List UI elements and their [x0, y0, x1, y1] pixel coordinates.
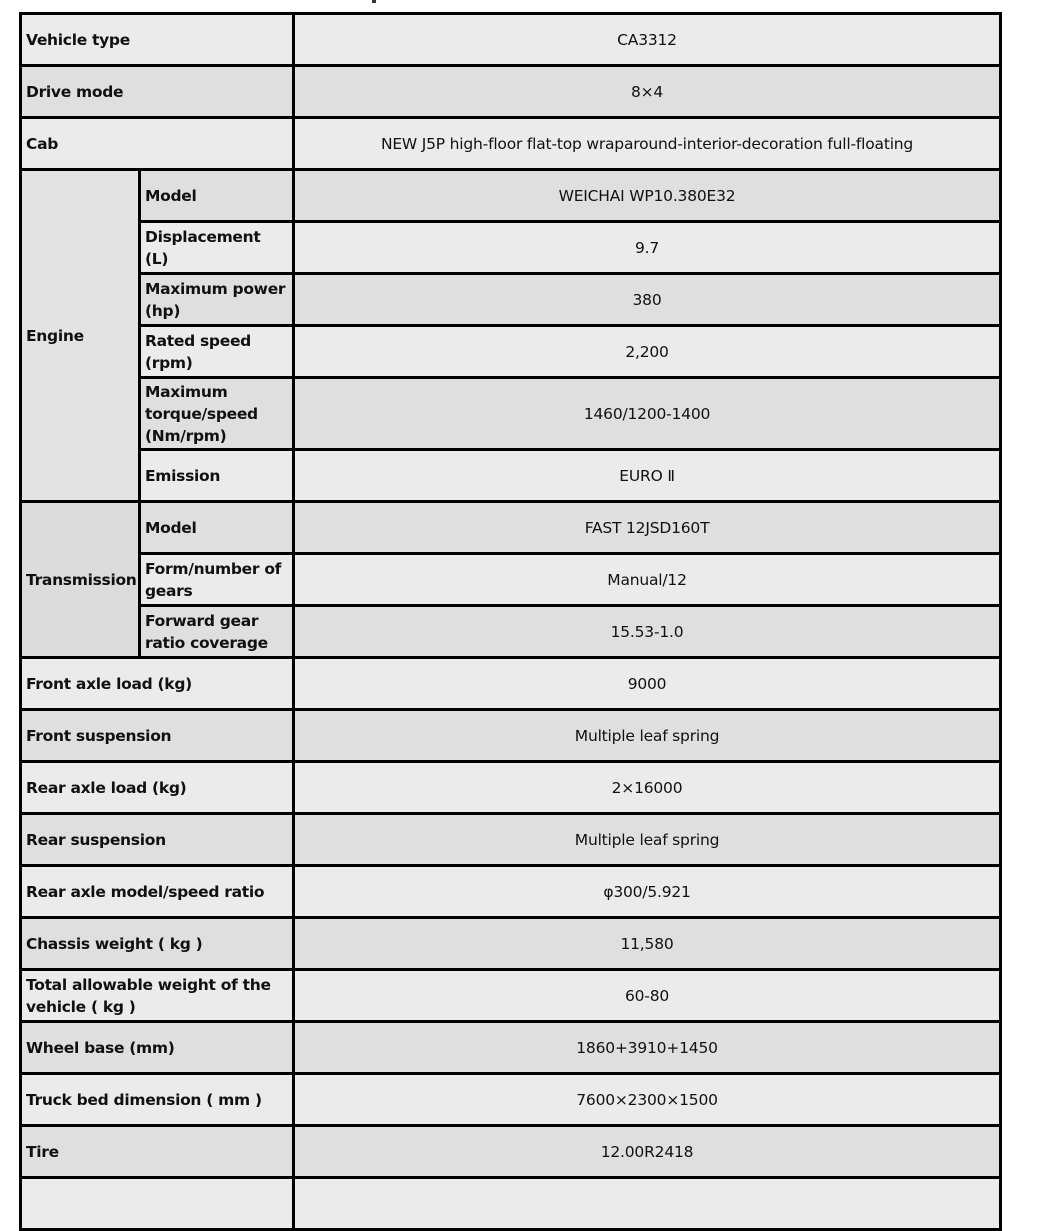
table-row-engine-model [21, 170, 1001, 222]
row-label: Wheel base (mm) [21, 1022, 294, 1074]
row-value: 7600×2300×1500 [294, 1074, 1001, 1126]
row-value: WEICHAI WP10.380E32 [294, 170, 1001, 222]
row-value: 2,200 [294, 326, 1001, 378]
table-row-total-weight [21, 970, 1001, 1022]
row-label: Forward gear ratio coverage [140, 606, 294, 658]
table-row-cab [21, 118, 1001, 170]
row-label: Front axle load (kg) [21, 658, 294, 710]
row-value: Multiple leaf spring [294, 814, 1001, 866]
table-row-transmission-gear-ratio [21, 606, 1001, 658]
group-label-engine: Engine [21, 170, 140, 502]
row-label: Emission [140, 450, 294, 502]
table-row-engine-rated-speed [21, 326, 1001, 378]
row-label: Total allowable weight of the vehicle ( kg ) [21, 970, 294, 1022]
row-value: 11,580 [294, 918, 1001, 970]
row-label: Truck bed dimension ( mm ) [21, 1074, 294, 1126]
table-row-rear-suspension [21, 814, 1001, 866]
group-label-transmission: Transmission [21, 502, 140, 658]
row-label: Model [140, 502, 294, 554]
row-value: NEW J5P high-floor flat-top wraparound-interior-decoration full-floating [294, 118, 1001, 170]
row-value: Multiple leaf spring [294, 710, 1001, 762]
table-row-drive-mode [21, 66, 1001, 118]
row-label: Tire [21, 1126, 294, 1178]
row-value: 9000 [294, 658, 1001, 710]
row-label: Displacement (L) [140, 222, 294, 274]
row-label: Rear axle model/speed ratio [21, 866, 294, 918]
row-label: Drive mode [21, 66, 294, 118]
table-row-front-suspension [21, 710, 1001, 762]
table-row-tire [21, 1126, 1001, 1178]
vehicle-spec-table [19, 12, 1002, 1231]
row-label: Front suspension [21, 710, 294, 762]
table-row-engine-emission [21, 450, 1001, 502]
row-label-empty [21, 1178, 294, 1230]
table-row-chassis-weight [21, 918, 1001, 970]
row-label: Rear suspension [21, 814, 294, 866]
row-label: Cab [21, 118, 294, 170]
table-row-engine-max-power [21, 274, 1001, 326]
table-row-transmission-form [21, 554, 1001, 606]
table-row-rear-axle-load [21, 762, 1001, 814]
row-label: Form/number of gears [140, 554, 294, 606]
row-label: Rear axle load (kg) [21, 762, 294, 814]
table-row-truck-bed [21, 1074, 1001, 1126]
table-row-rear-axle-model [21, 866, 1001, 918]
table-row-front-axle-load [21, 658, 1001, 710]
row-label: Maximum torque/speed (Nm/rpm) [140, 378, 294, 450]
row-value: EURO Ⅱ [294, 450, 1001, 502]
row-value: Manual/12 [294, 554, 1001, 606]
row-label: Rated speed (rpm) [140, 326, 294, 378]
row-value: 9.7 [294, 222, 1001, 274]
row-value: 1860+3910+1450 [294, 1022, 1001, 1074]
row-label: Chassis weight ( kg ) [21, 918, 294, 970]
table-row-cropped [21, 1178, 1001, 1230]
table-row-engine-max-torque [21, 378, 1001, 450]
row-label: Maximum power (hp) [140, 274, 294, 326]
row-value: 8×4 [294, 66, 1001, 118]
row-value: 2×16000 [294, 762, 1001, 814]
row-value-empty [294, 1178, 1001, 1230]
row-value: CA3312 [294, 14, 1001, 66]
cropped-heading-fragment [372, 0, 376, 3]
row-value: FAST 12JSD160T [294, 502, 1001, 554]
row-label: Vehicle type [21, 14, 294, 66]
row-value: 1460/1200-1400 [294, 378, 1001, 450]
row-value: φ300/5.921 [294, 866, 1001, 918]
table-row-engine-displacement [21, 222, 1001, 274]
table-row-vehicle-type [21, 14, 1001, 66]
row-value: 15.53-1.0 [294, 606, 1001, 658]
table-row-wheel-base [21, 1022, 1001, 1074]
table-row-transmission-model [21, 502, 1001, 554]
row-label: Model [140, 170, 294, 222]
row-value: 60-80 [294, 970, 1001, 1022]
row-value: 380 [294, 274, 1001, 326]
row-value: 12.00R2418 [294, 1126, 1001, 1178]
